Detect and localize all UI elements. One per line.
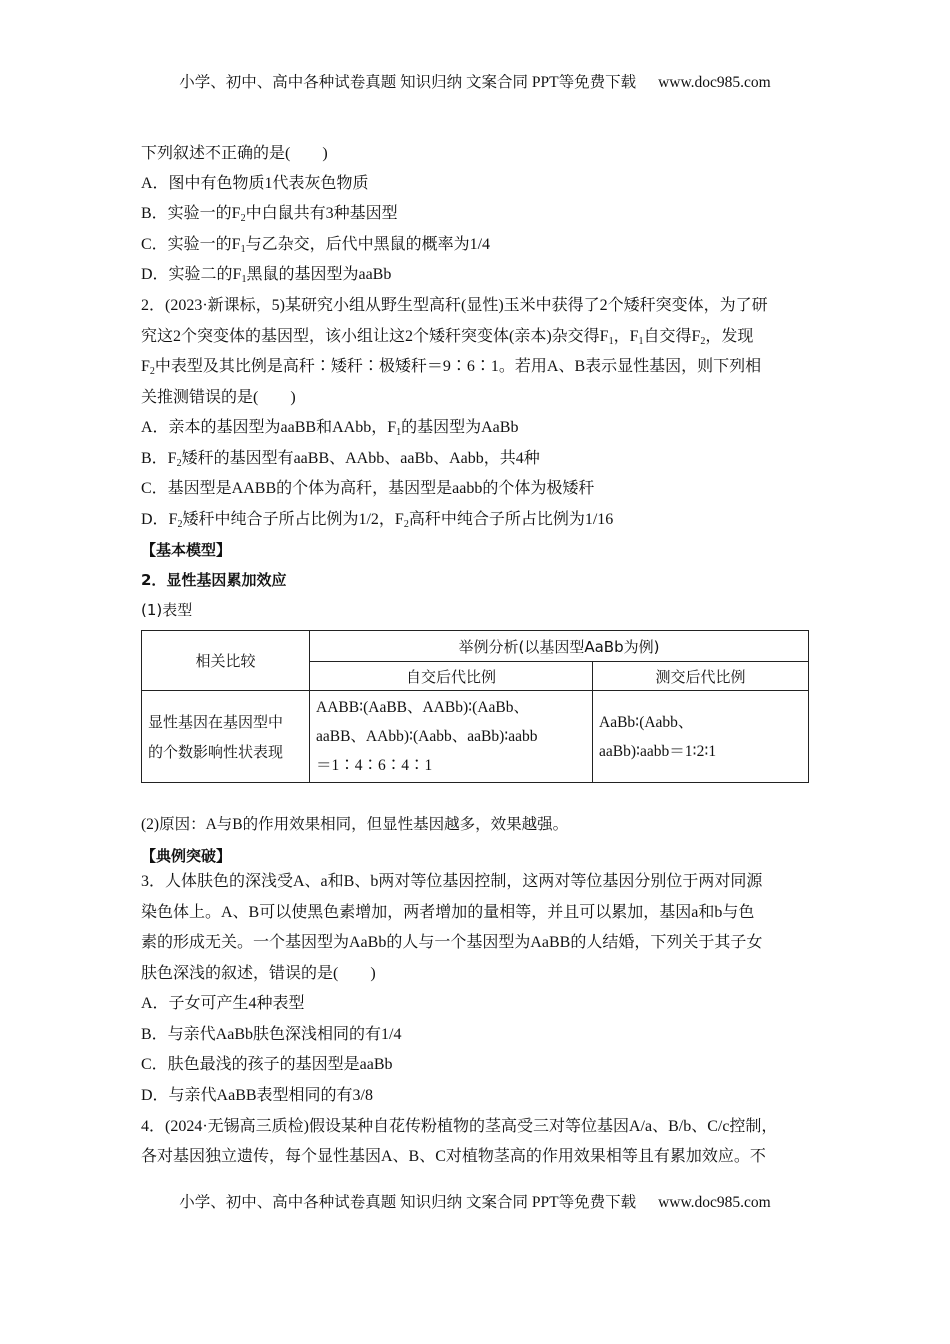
q1-option-c: C．实验一的$F_1$与乙杂交，后代中黑鼠的概率为1/4 bbox=[141, 236, 491, 255]
q3-option-a: A．子女可产生4种表型 bbox=[141, 995, 305, 1012]
q3-stem-line1: 3．人体肤色的深浅受A、a和B、b两对等位基因控制，这两对等位基因分别位于两对同源 bbox=[141, 873, 763, 890]
section-basic-model: 【基本模型】 bbox=[141, 541, 232, 559]
q2-option-b: B．$F_2$矮秆的基因型有aaBB、AAbb、aaBb、Aabb，共4种 bbox=[141, 450, 540, 469]
q3-option-c: C．肤色最浅的孩子的基因型是aaBb bbox=[141, 1056, 393, 1073]
q3-stem-line2: 染色体上。A、B可以使黑色素增加，两者增加的量相等，并且可以累加，基因a和b与色 bbox=[141, 904, 755, 921]
page-footer bbox=[0, 1190, 950, 1212]
q4-stem-line2: 各对基因独立遗传，每个显性基因A、B、C对植物茎高的作用效果相等且有累加效应。不 bbox=[141, 1148, 766, 1165]
q2-stem-line2: 究这2个突变体的基因型，该小组让这2个矮秆突变体(亲本)杂交得$F_1$，$F_1$自交得$F_2$，发现 bbox=[141, 328, 754, 347]
q2-option-a: A．亲本的基因型为aaBB和AAbb，$F_1$的基因型为AaBb bbox=[141, 419, 519, 438]
q2-option-c: C．基因型是AABB的个体为高秆，基因型是aabb的个体为极矮秆 bbox=[141, 480, 595, 497]
header-test-cross: 测交后代比例 bbox=[593, 662, 809, 691]
self-cross-ratio: AABB∶(AaBB、AABb)∶(AaBb、 aaBB、AAbb)∶(Aabb、aaBb)∶aabb ＝1∶4∶6∶4∶1 bbox=[310, 691, 593, 783]
q3-stem-line3: 素的形成无关。一个基因型为AaBb的人与一个基因型为AaBB的人结婚，下列关于其子女 bbox=[141, 934, 763, 951]
q3-option-d: D．与亲代AaBB表型相同的有3/8 bbox=[141, 1087, 374, 1104]
row-label: 显性基因在基因型中 的个数影响性状表现 bbox=[142, 691, 310, 783]
q3-stem-line4: 肤色深浅的叙述，错误的是( ) bbox=[141, 965, 376, 982]
q2-stem-line3: $F_2$中表型及其比例是高秆∶矮秆∶极矮秆＝9∶6∶1。若用A、B表示显性基因，则下列相 bbox=[141, 358, 762, 377]
comparison-table bbox=[141, 630, 809, 783]
reason-text: (2)原因：A与B的作用效果相同，但显性基因越多，效果越强。 bbox=[141, 816, 569, 833]
header-example: 举例分析(以基因型AaBb为例) bbox=[310, 631, 809, 662]
footer-url[interactable]: www.doc985.com bbox=[658, 1194, 771, 1211]
sub-phenotype: (1)表型 bbox=[141, 601, 193, 619]
q1-option-b: B．实验一的$F_2$中白鼠共有3种基因型 bbox=[141, 205, 398, 224]
q2-option-d: D．$F_2$矮秆中纯合子所占比例为1/2，$F_2$高秆中纯合子所占比例为1/16 bbox=[141, 511, 614, 530]
q2-stem-line1: 2．(2023·新课标，5)某研究小组从野生型高秆(显性)玉米中获得了2个矮秆突变体，为了研 bbox=[141, 297, 768, 314]
q1-option-d: D．实验二的$F_1$黑鼠的基因型为aaBb bbox=[141, 266, 392, 285]
header-url[interactable]: www.doc985.com bbox=[658, 74, 771, 91]
header-compare: 相关比较 bbox=[142, 631, 310, 691]
q1-option-a: A．图中有色物质1代表灰色物质 bbox=[141, 175, 369, 192]
footer-text: 小学、初中、高中各种试卷真题 知识归纳 文案合同 PPT等免费下载 bbox=[179, 1194, 637, 1211]
q3-option-b: B．与亲代AaBb肤色深浅相同的有1/4 bbox=[141, 1026, 402, 1043]
section-typical: 【典例突破】 bbox=[141, 847, 232, 865]
q4-stem-line1: 4．(2024·无锡高三质检)假设某种自花传粉植物的茎高受三对等位基因A/a、B/b、C/c控制， bbox=[141, 1118, 778, 1135]
test-cross-ratio: AaBb∶(Aabb、 aaBb)∶aabb＝1∶2∶1 bbox=[593, 691, 809, 783]
q1-stem: 下列叙述不正确的是( ) bbox=[141, 145, 328, 162]
q2-stem-line4: 关推测错误的是( ) bbox=[141, 389, 296, 406]
header-self-cross: 自交后代比例 bbox=[310, 662, 593, 691]
header-text: 小学、初中、高中各种试卷真题 知识归纳 文案合同 PPT等免费下载 bbox=[179, 74, 637, 91]
section2-title: 2．显性基因累加效应 bbox=[141, 571, 287, 589]
page-header bbox=[0, 70, 950, 92]
